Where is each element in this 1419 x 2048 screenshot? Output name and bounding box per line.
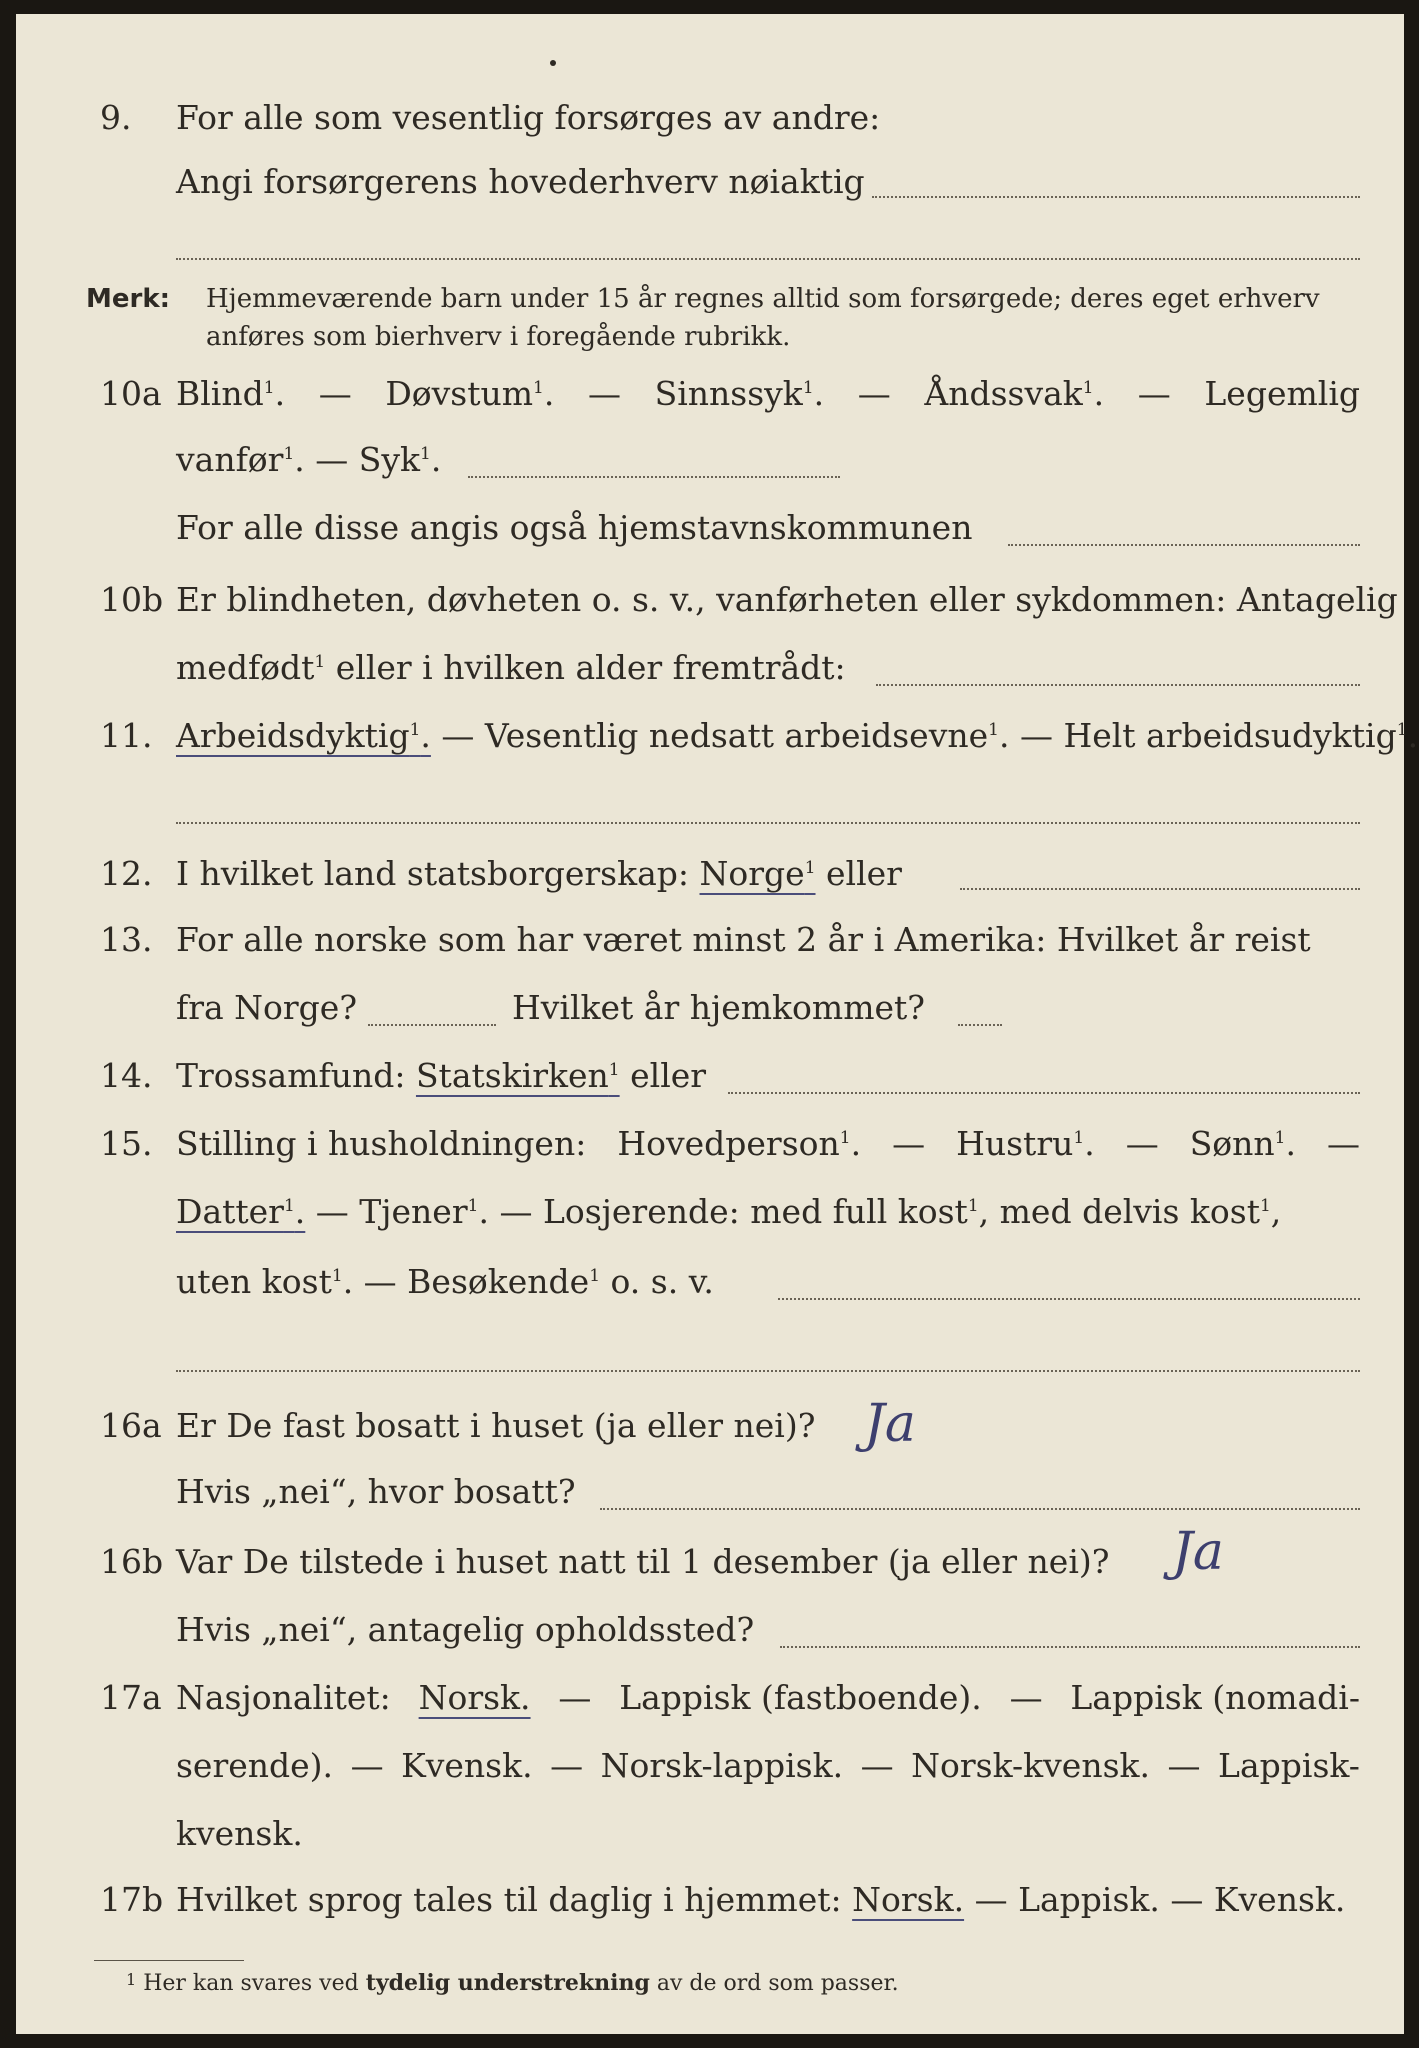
q16b-answer-line[interactable] <box>780 1646 1360 1648</box>
footnote-marker: 1 <box>126 1970 137 1989</box>
q16b-handwritten-answer[interactable]: Ja <box>1172 1522 1224 1582</box>
option-lappisk[interactable]: Lappisk- <box>1218 1746 1360 1785</box>
q10b-answer-line[interactable] <box>876 684 1360 686</box>
q16a-text: Er De fast bosatt i huset (ja eller nei)? <box>176 1406 816 1445</box>
q10a-answer-line[interactable] <box>468 476 840 478</box>
dash: — <box>588 374 621 413</box>
option-syk[interactable]: Syk$^1$. <box>358 440 442 479</box>
q10b-text: Er blindheten, døvheten o. s. v., vanførheten eller sykdommen: Antagelig <box>176 580 1398 619</box>
q17a-number: 17a <box>100 1678 162 1717</box>
dash: — <box>1327 1124 1360 1163</box>
census-form-page <box>16 14 1419 2034</box>
dash: — <box>1167 1746 1201 1785</box>
q17a-label: Nasjonalitet: <box>176 1678 391 1717</box>
option-uten-kost[interactable]: uten kost$^1$. <box>176 1262 354 1301</box>
q10a-line2-text <box>176 440 441 480</box>
q13-number: 13. <box>100 920 153 959</box>
q17b-number: 17b <box>100 1880 164 1919</box>
dash: — <box>1009 716 1064 755</box>
dash: — <box>1009 1678 1043 1717</box>
option-delvis-kost[interactable]: med delvis kost$^1$, <box>999 1192 1282 1231</box>
footnote <box>126 1970 899 1996</box>
option-norsk-underlined[interactable]: Norsk. <box>418 1678 531 1717</box>
option-sinnssyk[interactable]: Sinnssyk$^1$. <box>654 374 825 413</box>
option-norsk-underlined[interactable]: Norsk. <box>852 1880 965 1919</box>
option-lappisk-nomadi[interactable]: Lappisk (nomadi- <box>1070 1678 1360 1717</box>
option-kvensk[interactable]: Kvensk. <box>1213 1880 1346 1919</box>
dash: — <box>353 1262 408 1301</box>
merk-label: Merk: <box>86 284 171 314</box>
q9-text2: Angi forsørgerens hovederhverv nøiaktig <box>176 162 865 201</box>
q16a-number: 16a <box>100 1406 162 1445</box>
q16b-text: Var De tilstede i huset natt til 1 desember (ja eller nei)? <box>176 1542 1110 1581</box>
merk-text2: anføres som bierhverv i foregående rubrikk. <box>206 322 791 352</box>
footnote-text1: Her kan svares ved <box>143 1971 359 1996</box>
q13-reist: fra Norge? <box>176 988 358 1027</box>
q16a-handwritten-answer[interactable]: Ja <box>864 1394 916 1454</box>
ink-speck <box>550 60 556 66</box>
q13-hjemkommet: Hvilket år hjemkommet? <box>512 988 925 1027</box>
q11-options <box>176 716 1418 756</box>
dash: — <box>1137 374 1171 413</box>
option-kvensk-end[interactable]: kvensk. <box>176 1814 303 1853</box>
option-arbeidsdyktig-underlined[interactable]: Arbeidsdyktig$^1$. <box>176 716 431 755</box>
option-serende[interactable]: serende). <box>176 1746 334 1785</box>
option-hovedperson[interactable]: Hovedperson$^1$. <box>617 1124 862 1163</box>
q12-answer-line[interactable] <box>960 888 1360 890</box>
q15-answer-line[interactable] <box>778 1298 1360 1300</box>
q12-text: I hvilket land statsborgerskap: Norge$^1$ eller <box>176 854 902 893</box>
q15-options1 <box>176 1124 1360 1164</box>
option-nedsatt[interactable]: Vesentlig nedsatt arbeidsevne$^1$. <box>484 716 1010 755</box>
q9-text: For alle som vesentlig forsørges av andre: <box>176 98 881 137</box>
dash: — <box>857 374 891 413</box>
footnote-text2: av de ord som passer. <box>656 1971 899 1996</box>
option-datter-underlined[interactable]: Datter$^1$. <box>176 1192 306 1231</box>
option-losjerende: Losjerende: <box>542 1192 740 1231</box>
dash: — <box>892 1124 926 1163</box>
q14-number: 14. <box>100 1056 153 1095</box>
dash: — <box>488 1192 543 1231</box>
q9-number: 9. <box>100 98 132 137</box>
q15-number: 15. <box>100 1124 153 1163</box>
q11-answer-line[interactable] <box>176 822 1360 824</box>
option-lappisk-fastboende[interactable]: Lappisk (fastboende). <box>619 1678 982 1717</box>
footnote-rule <box>94 1960 244 1961</box>
option-arbeidsudyktig[interactable]: Helt arbeidsudyktig$^1$. <box>1063 716 1419 755</box>
option-sonn[interactable]: Sønn$^1$. <box>1189 1124 1296 1163</box>
dash: — <box>860 1746 894 1785</box>
dash: — <box>305 1192 360 1231</box>
q12-number: 12. <box>100 854 153 893</box>
q10b-number: 10b <box>100 580 164 619</box>
dash: — <box>315 440 359 479</box>
option-blind[interactable]: Blind$^1$. <box>176 374 286 413</box>
dash: — <box>1125 1124 1159 1163</box>
dash: — <box>550 1746 584 1785</box>
q10a-hjemstavn-text: For alle disse angis også hjemstavnskommunen <box>176 508 973 547</box>
q10a-hjemstavn-line[interactable] <box>1008 544 1360 546</box>
q15-label: Stilling i husholdningen: <box>176 1124 587 1163</box>
option-hustru[interactable]: Hustru$^1$. <box>956 1124 1095 1163</box>
q11-number: 11. <box>100 716 153 755</box>
dash: — <box>318 374 352 413</box>
q17a-options2 <box>176 1746 1360 1786</box>
q16a-text2: Hvis „nei“, hvor bosatt? <box>176 1472 576 1511</box>
q9-answer-line2[interactable] <box>176 258 1360 260</box>
q15-options3: uten kost$^1$. — Besøkende$^1$ o. s. v. <box>176 1262 714 1301</box>
q17b-text: Hvilket sprog tales til daglig i hjemmet: Norsk. — Lappisk. — Kvensk. <box>176 1880 1346 1919</box>
option-besokende[interactable]: Besøkende$^1$ <box>407 1262 601 1301</box>
option-statskirken-underlined[interactable]: Statskirken$^1$ <box>415 1056 620 1095</box>
q10a-options <box>176 374 1360 414</box>
q15-answer-line2[interactable] <box>176 1370 1360 1372</box>
q17a-options1 <box>176 1678 1360 1718</box>
q14-answer-line[interactable] <box>728 1092 1360 1094</box>
option-dovstum[interactable]: Døvstum$^1$. <box>385 374 555 413</box>
option-full-kost[interactable]: med full kost$^1$, <box>750 1192 990 1231</box>
option-norsk-kvensk[interactable]: Norsk-kvensk. <box>911 1746 1151 1785</box>
q10b-text2: medfødt$^1$ eller i hvilken alder fremtrådt: <box>176 648 846 687</box>
option-norsk-lappisk[interactable]: Norsk-lappisk. <box>600 1746 844 1785</box>
q16a-answer-line[interactable] <box>600 1508 1360 1510</box>
q13-text: For alle norske som har været minst 2 år i Amerika: Hvilket år reist <box>176 920 1311 959</box>
option-norge-underlined[interactable]: Norge$^1$ <box>699 854 816 893</box>
q15-options2 <box>176 1192 1281 1232</box>
merk-text1: Hjemmeværende barn under 15 år regnes alltid som forsørgede; deres eget erhverv <box>206 284 1320 314</box>
q13-reist-line[interactable] <box>368 1024 496 1026</box>
q16b-number: 16b <box>100 1542 164 1581</box>
option-kvensk[interactable]: Kvensk. <box>401 1746 533 1785</box>
option-vanfor[interactable]: vanfør$^1$. <box>176 440 305 479</box>
q16b-text2: Hvis „nei“, antagelig opholdssted? <box>176 1610 755 1649</box>
q10a-number: 10a <box>100 374 162 413</box>
dash: — <box>430 716 485 755</box>
option-andssvak[interactable]: Åndssvak$^1$. <box>924 374 1105 413</box>
dash: — <box>350 1746 384 1785</box>
option-legemlig[interactable]: Legemlig <box>1204 374 1360 413</box>
q9-answer-line[interactable] <box>872 196 1360 198</box>
footnote-bold: tydelig understrekning <box>365 1970 650 1996</box>
q13-hjemkommet-line[interactable] <box>958 1024 1002 1026</box>
option-lappisk[interactable]: Lappisk. <box>1018 1880 1160 1919</box>
q14-text: Trossamfund: Statskirken$^1$ eller <box>176 1056 707 1095</box>
option-tjener[interactable]: Tjener$^1$. <box>359 1192 489 1231</box>
dash: — <box>558 1678 592 1717</box>
